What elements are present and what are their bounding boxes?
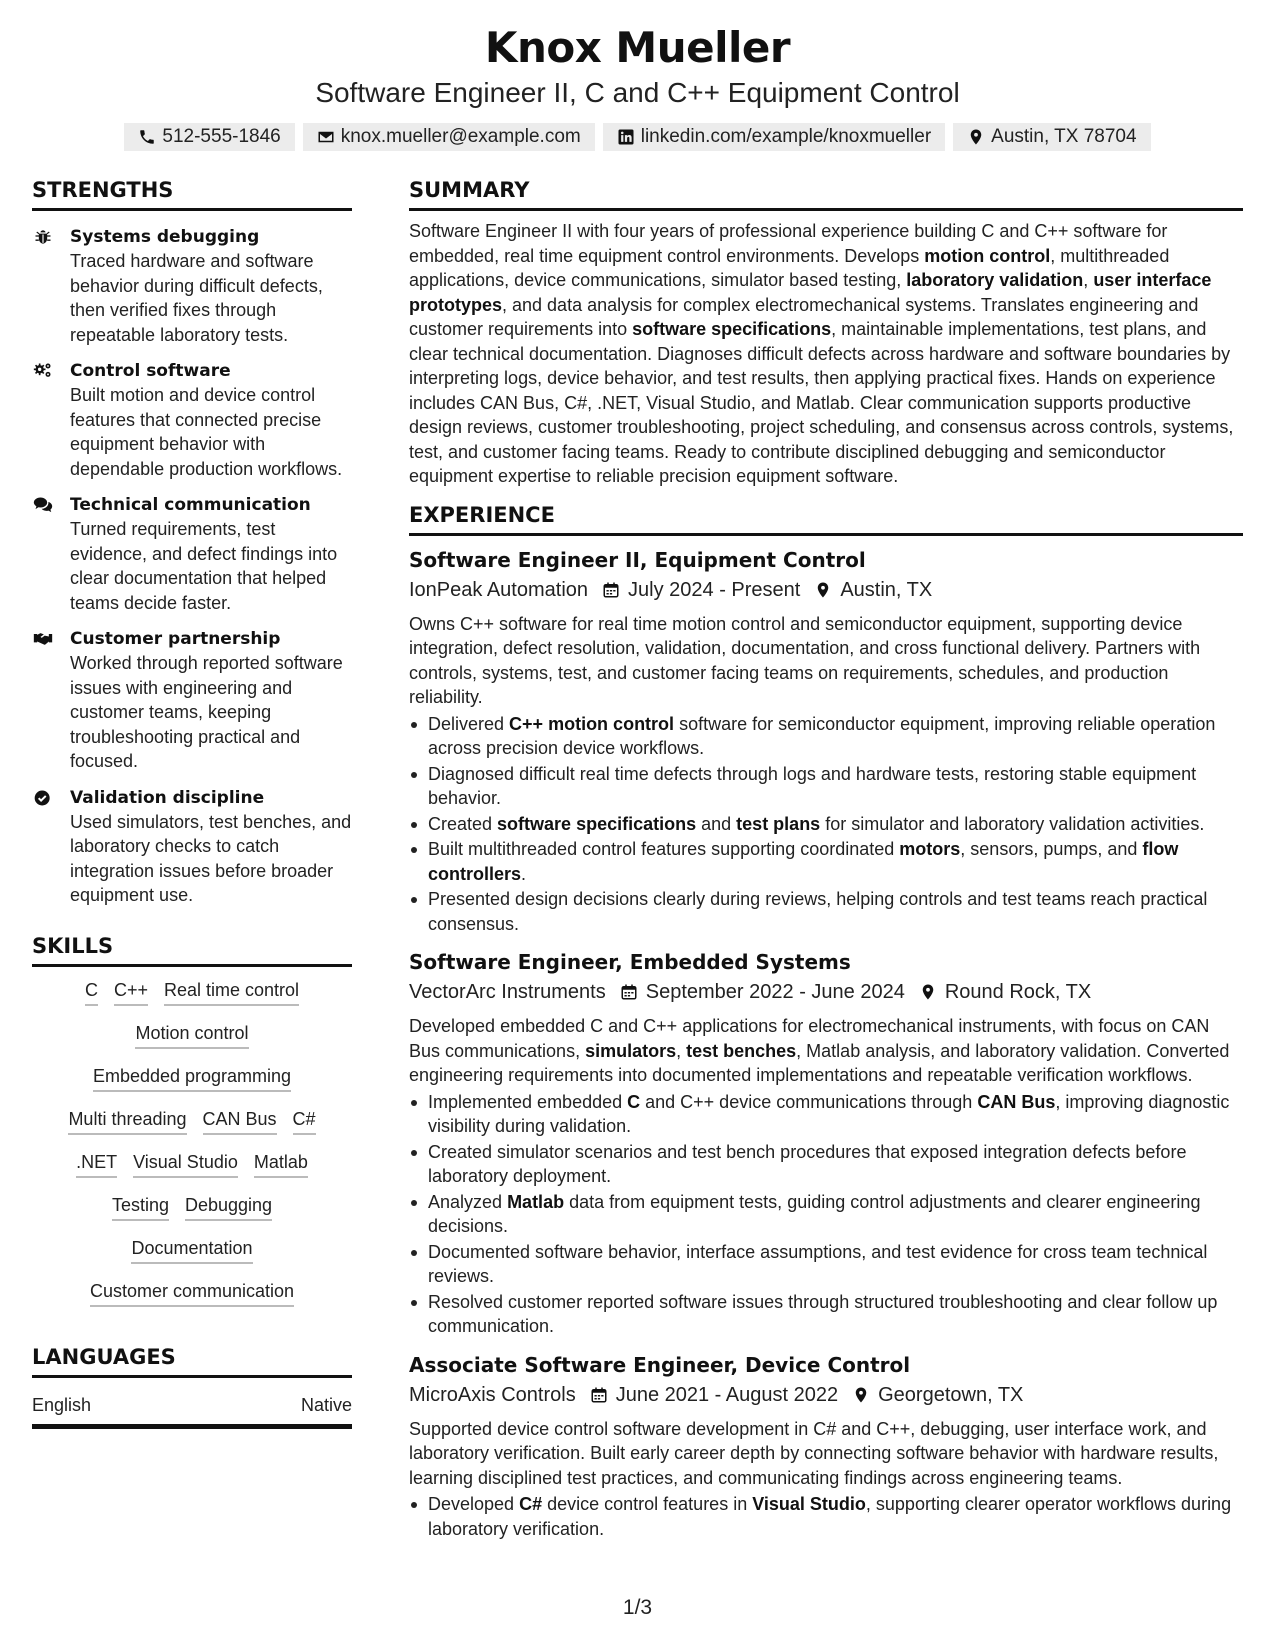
bold-keyword: user interface prototypes <box>409 270 1212 315</box>
strength-text: Turned requirements, test evidence, and defect findings into clear documentation that helped teams decide faster. <box>70 519 338 613</box>
handshake-icon <box>32 629 54 649</box>
bold-keyword: C++ motion control <box>509 713 675 734</box>
bold-keyword: test benches <box>686 1040 797 1061</box>
job-location: Georgetown, TX <box>878 1383 1024 1406</box>
skill-tag: Multi threading <box>68 1108 186 1135</box>
job-description: Supported device control software development in C# and C++, debugging, user interface work, and laboratory verification. Built early career depth by connecting software behavior with hardware results, learning disciplined test practices, and communicating findings across engineering teams. <box>409 1418 1219 1488</box>
envelope-icon <box>317 128 335 146</box>
map-pin-icon <box>852 1386 870 1404</box>
job-entry <box>409 948 1243 1339</box>
contact-linkedin[interactable] <box>603 123 945 151</box>
bold-keyword: Matlab <box>507 1191 565 1212</box>
gears-icon <box>32 361 54 381</box>
job-bullet: Built multithreaded control features supporting coordinated motors, sensors, pumps, and flow controllers. <box>409 837 1243 886</box>
job-description: Owns C++ software for real time motion control and semiconductor equipment, supporting device integration, defect resolution, validation, documentation, and cross functional delivery. Partners with controls, systems, test, and customer facing teams on requirements, schedules, and production reliability. <box>409 613 1201 707</box>
contact-phone-text: 512-555-1846 <box>162 126 281 147</box>
candidate-name: Knox Mueller <box>484 23 791 72</box>
job-entry <box>409 546 1243 937</box>
bold-keyword: software specifications <box>497 813 697 834</box>
left-column <box>32 178 352 1429</box>
strength-title: Technical communication <box>70 495 311 515</box>
skill-tag: Matlab <box>254 1151 308 1178</box>
bold-keyword: C <box>627 1091 641 1112</box>
strength-text: Worked through reported software issues with engineering and customer teams, keeping troubleshooting practical and focused. <box>70 653 343 771</box>
strength-item <box>32 627 352 774</box>
strength-text: Traced hardware and software behavior during difficult defects, then verified fixes through repeatable laboratory tests. <box>70 251 323 345</box>
language-name: English <box>32 1394 92 1415</box>
languages-heading: LANGUAGES <box>32 1345 352 1378</box>
bold-keyword: software specifications <box>632 319 832 339</box>
strength-text: Built motion and device control features that connected precise equipment behavior with dependable production workflows. <box>70 385 343 479</box>
job-dates: July 2024 - Present <box>628 578 801 601</box>
job-bullet: Implemented embedded C and C++ device communications through CAN Bus, improving diagnostic visibility during validation. <box>409 1090 1243 1139</box>
skill-tag: Embedded programming <box>93 1065 291 1092</box>
contact-location[interactable] <box>953 123 1150 151</box>
contact-email[interactable] <box>303 123 595 151</box>
job-meta <box>409 576 1243 604</box>
strength-title: Customer partnership <box>70 629 281 649</box>
language-item <box>32 1394 352 1429</box>
skill-tag: C# <box>293 1108 316 1135</box>
language-level: Native <box>300 1394 352 1415</box>
job-bullet: Diagnosed difficult real time defects through logs and hardware tests, restoring stable equipment behavior. <box>409 762 1243 811</box>
skill-tag: Motion control <box>135 1022 248 1049</box>
job-entry <box>409 1351 1243 1542</box>
job-bullet: Developed C# device control features in Visual Studio, supporting clearer operator workflows during laboratory verification. <box>409 1492 1243 1541</box>
skill-tag: C++ <box>114 979 148 1006</box>
skill-tag: Customer communication <box>90 1280 294 1307</box>
bold-keyword: flow controllers <box>428 839 1179 884</box>
job-company: IonPeak Automation <box>409 578 589 601</box>
job-title: Software Engineer, Embedded Systems <box>409 950 851 974</box>
strength-item <box>32 786 352 908</box>
bold-keyword: motors <box>899 839 961 859</box>
check-circle-icon <box>32 788 54 808</box>
job-location: Austin, TX <box>840 578 933 601</box>
job-bullets <box>409 1492 1243 1541</box>
strength-item <box>32 359 352 481</box>
summary-text: Software Engineer II with four years of professional experience building C and C++ software for embedded, real time equipment control environments. Develops motion control, multithreaded applications, device communications, simulator based testing, laboratory validation, user interface prototypes, and data analysis for complex electromechanical systems. Translates engineering and customer requirements into software specifications, maintainable implementations, test plans, and clear technical documentation. Diagnoses difficult defects across hardware and software boundaries by interpreting logs, device behavior, and test results, then applying practical fixes. Hands on experience includes CAN Bus, C#, .NET, Visual Studio, and Matlab. Clear communication supports productive design reviews, customer troubleshooting, project scheduling, and consensus across controls, systems, test, and customer facing teams. Ready to contribute disciplined debugging and semiconductor equipment expertise to reliable precision equipment software. <box>409 221 1234 486</box>
job-description: Developed embedded C and C++ applications for electromechanical instruments, with focus on CAN Bus communications, simulators, test benches, Matlab analysis, and laboratory validation. Converted engineering requirements into documented implementations and repeatable verification workflows. <box>409 1016 1230 1085</box>
skill-tag: Debugging <box>185 1194 272 1221</box>
bold-keyword: laboratory validation <box>906 270 1084 290</box>
strength-title: Validation discipline <box>70 787 265 808</box>
bug-icon <box>32 227 54 247</box>
job-company: VectorArc Instruments <box>409 981 606 1003</box>
strengths-heading: STRENGTHS <box>32 178 352 211</box>
job-bullet: Created simulator scenarios and test bench procedures that exposed integration defects before laboratory deployment. <box>409 1140 1243 1189</box>
comments-icon <box>32 495 54 515</box>
map-pin-icon <box>967 128 985 146</box>
strength-item <box>32 493 352 615</box>
right-column <box>409 178 1243 1541</box>
job-bullet: Resolved customer reported software issues through structured troubleshooting and clear follow up communication. <box>409 1290 1243 1339</box>
contact-linkedin-text: linkedin.com/example/knoxmueller <box>640 126 932 147</box>
skills-list <box>32 979 352 1307</box>
job-meta <box>409 1381 1243 1409</box>
linkedin-icon <box>617 128 635 146</box>
strength-title: Systems debugging <box>70 227 260 247</box>
resume-header <box>0 20 1275 151</box>
contact-location-text: Austin, TX 78704 <box>991 126 1137 147</box>
bold-keyword: CAN Bus <box>977 1091 1056 1112</box>
phone-icon <box>138 128 156 146</box>
calendar-icon <box>602 581 620 599</box>
skills-heading: SKILLS <box>32 934 352 967</box>
job-meta <box>409 978 1243 1006</box>
skill-tag: Visual Studio <box>133 1151 238 1178</box>
calendar-icon <box>620 983 638 1001</box>
skill-tag: Real time control <box>164 979 299 1006</box>
bold-keyword: motion control <box>924 245 1051 266</box>
map-pin-icon <box>814 581 832 599</box>
job-bullet: Delivered C++ motion control software for semiconductor equipment, improving reliable operation across precision device workflows. <box>409 712 1243 761</box>
job-bullet: Presented design decisions clearly during reviews, helping controls and test teams reach practical consensus. <box>409 887 1243 936</box>
job-location: Round Rock, TX <box>944 981 1092 1003</box>
bold-keyword: C# <box>519 1494 543 1514</box>
bold-keyword: simulators <box>585 1040 677 1061</box>
job-title: Associate Software Engineer, Device Control <box>409 1352 911 1377</box>
strength-title: Control software <box>70 361 231 381</box>
contact-bar <box>0 123 1275 151</box>
skill-tag: Testing <box>112 1194 169 1221</box>
strength-item <box>32 225 352 347</box>
contact-email-text: knox.mueller@example.com <box>340 126 581 147</box>
calendar-icon <box>590 1386 608 1404</box>
strength-text: Used simulators, test benches, and laboratory checks to catch integration issues before broader equipment use. <box>70 811 352 905</box>
job-dates: June 2021 - August 2022 <box>615 1383 839 1406</box>
map-pin-icon <box>919 983 937 1001</box>
job-bullet: Documented software behavior, interface assumptions, and test evidence for cross team technical reviews. <box>409 1240 1243 1289</box>
bold-keyword: test plans <box>736 813 821 834</box>
candidate-title: Software Engineer II, C and C++ Equipment Control <box>315 77 960 108</box>
summary-heading: SUMMARY <box>409 178 1243 211</box>
job-bullet: Analyzed Matlab data from equipment tests, guiding control adjustments and clearer engineering decisions. <box>409 1190 1243 1239</box>
skill-tag: C <box>85 979 98 1006</box>
job-bullets <box>409 1090 1243 1339</box>
job-title: Software Engineer II, Equipment Control <box>409 547 866 572</box>
job-company: MicroAxis Controls <box>409 1383 576 1406</box>
experience-heading: EXPERIENCE <box>409 503 1243 536</box>
skill-tag: .NET <box>76 1151 117 1178</box>
skill-tag: CAN Bus <box>203 1108 277 1135</box>
bold-keyword: Visual Studio <box>752 1494 866 1514</box>
job-bullet: Created software specifications and test plans for simulator and laboratory validation activities. <box>409 812 1243 837</box>
job-bullets <box>409 712 1243 937</box>
page-number: 1/3 <box>622 1596 653 1619</box>
strengths-list <box>32 225 352 908</box>
contact-phone[interactable] <box>124 123 294 151</box>
skill-tag: Documentation <box>131 1237 252 1264</box>
job-dates: September 2022 - June 2024 <box>645 981 905 1003</box>
